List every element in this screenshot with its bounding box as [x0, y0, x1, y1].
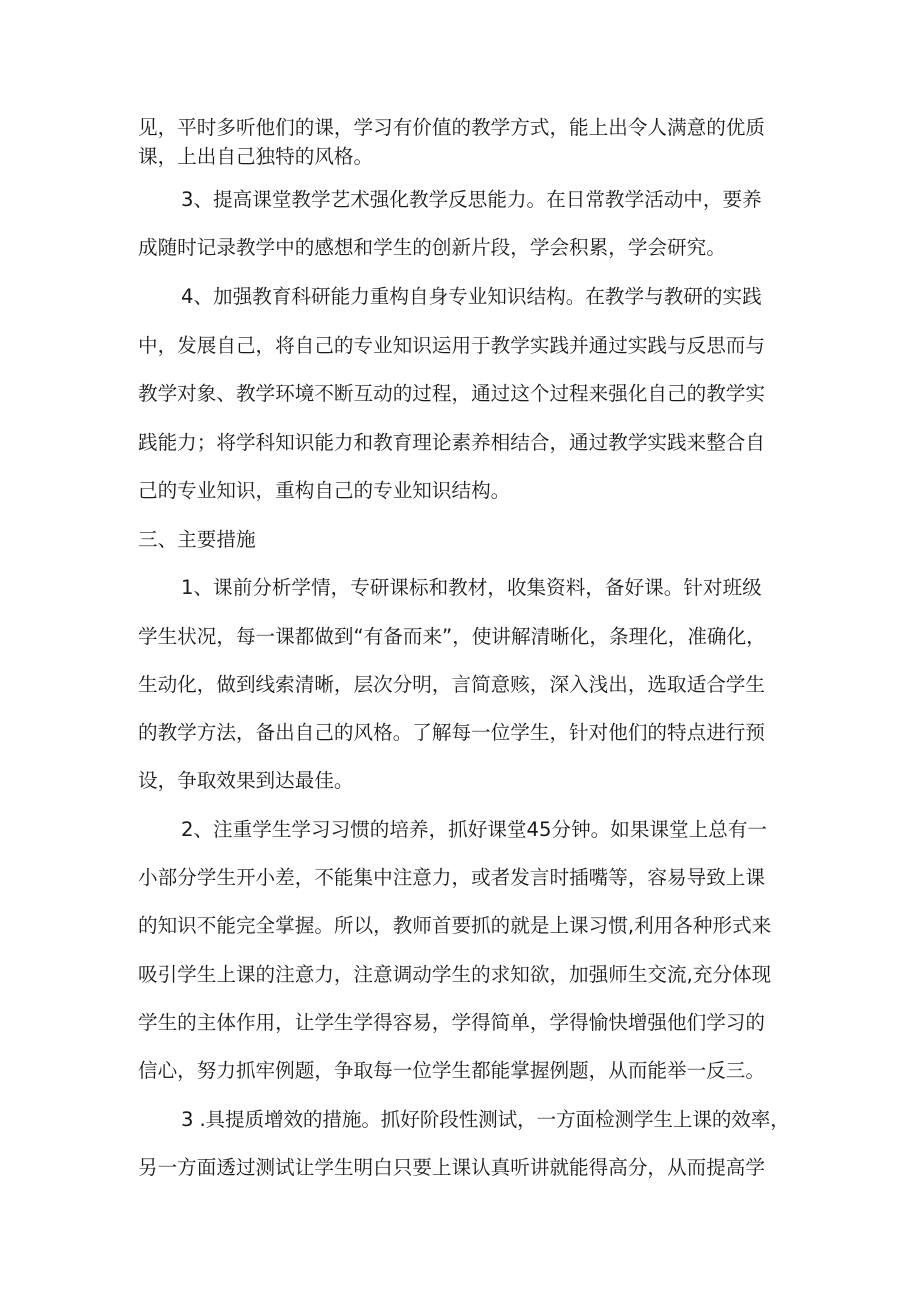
- text-line: 学生状况，每一课都做到“有备而来”，使讲解清晰化，条理化，准确化，: [138, 625, 766, 648]
- text-line: 践能力；将学科知识能力和教育理论素养相结合，通过教学实践来整合自: [138, 431, 765, 454]
- measure-3-start: 3 .具提质增效的措施。抓好阶段性测试，一方面检测学生上课的效率，: [181, 1108, 790, 1131]
- text-line: 中，发展自己，将自己的专业知识运用于教学实践并通过实践与反思而与: [138, 334, 765, 357]
- text-line: 的教学方法，备出自己的风格。了解每一位学生，针对他们的特点进行预: [138, 721, 765, 744]
- text-line: 课，上出自己独特的风格。: [138, 145, 374, 168]
- text-line: 教学对象、教学环境不断互动的过程，通过这个过程来强化自己的教学实: [138, 382, 765, 405]
- text-line: 学生的主体作用，让学生学得容易，学得简单，学得愉快增强他们学习的: [138, 1011, 765, 1034]
- text-line: 的知识不能完全掌握。所以，教师首要抓的就是上课习惯,利用各种形式来: [138, 914, 772, 937]
- text-line: 另一方面透过测试让学生明白只要上课认真听讲就能得高分，从而提高学: [138, 1156, 765, 1179]
- text-line: 信心，努力抓牢例题，争取每一位学生都能掌握例题，从而能举一反三。: [138, 1059, 765, 1082]
- text-line: 生动化，做到线索清晰，层次分明，言简意赅，深入浅出，选取适合学生: [138, 673, 765, 696]
- text-line: 吸引学生上课的注意力，注意调动学生的求知欲，加强师生交流,充分体现: [138, 963, 772, 986]
- section-heading: 三、主要措施: [138, 528, 256, 551]
- text-line: 设，争取效果到达最佳。: [138, 769, 354, 792]
- measure-1-start: 1、课前分析学情，专研课标和教材，收集资料，备好课。针对班级: [181, 576, 762, 599]
- text-line: 己的专业知识，重构自己的专业知识结构。: [138, 479, 511, 502]
- paragraph-3-start: 3、提高课堂教学艺术强化教学反思能力。在日常教学活动中，要养: [181, 188, 762, 211]
- text-line: 小部分学生开小差，不能集中注意力，或者发言时插嘴等，容易导致上课: [138, 866, 765, 889]
- paragraph-4-start: 4、加强教育科研能力重构自身专业知识结构。在教学与教研的实践: [181, 285, 762, 308]
- text-line: 成随时记录教学中的感想和学生的创新片段，学会积累，学会研究。: [138, 236, 726, 259]
- measure-2-start: 2、注重学生学习习惯的培养，抓好课堂45分钟。如果课堂上总有一: [181, 818, 768, 841]
- text-line: 见，平时多听他们的课，学习有价值的教学方式，能上出令人满意的优质: [138, 116, 765, 139]
